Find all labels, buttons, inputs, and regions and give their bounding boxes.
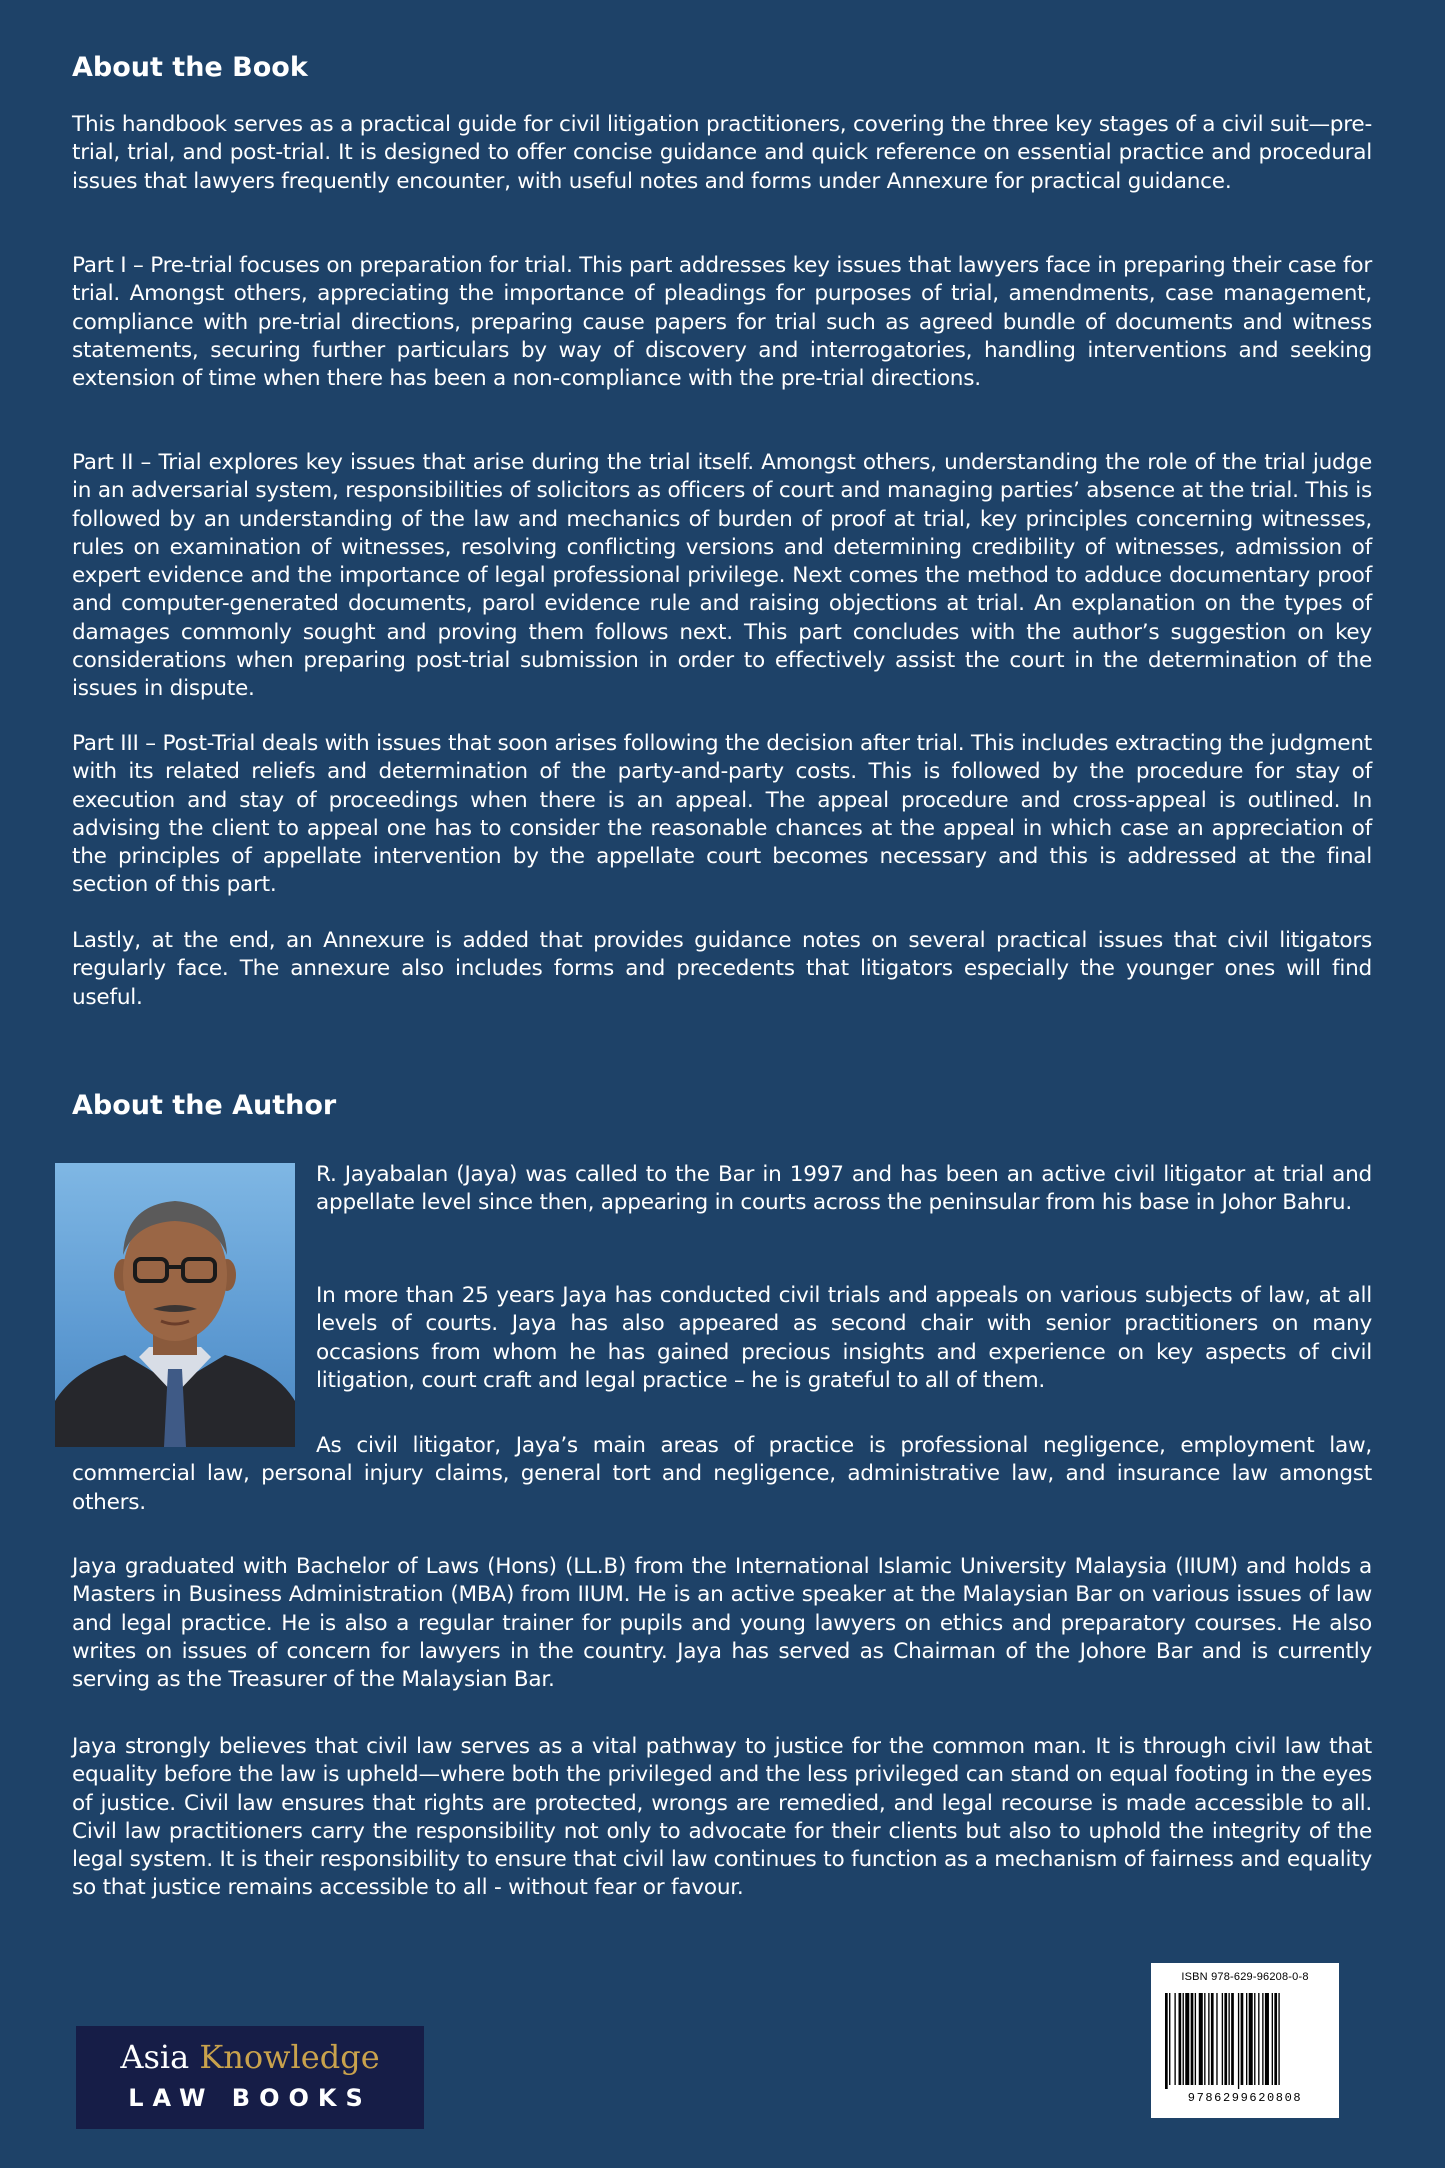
isbn-label: ISBN 978-629-96208-0-8 [1181,1971,1309,1983]
barcode-digits: 9786299620808 [1187,2091,1303,2105]
barcode-bar [1211,1993,1214,2085]
barcode-bar [1191,1993,1194,2085]
publisher-name-part1: Asia [120,2038,190,2076]
about-book-heading: About the Book [72,52,308,83]
about-book-paragraph-4: Part III – Post-Trial deals with issues that soon arises following the decision after trial. This includes extracting the judgment with its related reliefs and determination of the party-and-party costs. This is followed by the procedure for stay of execution and stay of proceedings when there is an appeal. The appeal procedure and cross-appeal is outlined. In advising the client to appeal one has to consider the reasonable chances at the appeal in which case an appreciation of the principles of appellate intervention by the appellate court becomes necessary and this is addressed at the final section of this part. [72,731,1372,898]
about-author-paragraph-1: R. Jayabalan (Jaya) was called to the Bar in 1997 and has been an active civil litigator at trial and appellate level since then, appearing in courts across the peninsular from his base in Johor Bahru. [316,1162,1372,1216]
publisher-logo [76,2026,424,2129]
barcode-bar [1216,1993,1217,2085]
publisher-name [76,2038,424,2076]
isbn-barcode-box [1151,1963,1339,2118]
about-author-heading: About the Author [72,1090,337,1121]
barcode-bar [1224,1993,1227,2085]
barcode-icon [1163,1993,1327,2089]
author-portrait-icon [55,1163,295,1447]
barcode-bar [1238,1993,1239,2089]
about-book-paragraph-5: Lastly, at the end, an Annexure is added that provides guidance notes on several practical issues that civil litigators regularly face. The annexure also includes forms and precedents that litigators especially the younger ones will find useful. [72,928,1372,1010]
about-author-paragraph-5: Jaya strongly believes that civil law serves as a vital pathway to justice for the common man. It is through civil law that equality before the law is upheld—where both the privileged and the less privileged can stand on equal footing in the eyes of justice. Civil law ensures that rights are protected, wrongs are remedied, and legal recourse is made accessible to all. Civil law practitioners carry the responsibility not only to advocate for their clients but also to uphold the integrity of the legal system. It is their responsibility to ensure that civil law continues to function as a mechanism of fairness and equality so that justice remains accessible to all - without fear or favour. [72,1734,1372,1901]
barcode-bar [1228,1993,1229,2085]
barcode-bar [1246,1993,1247,2085]
barcode-bar [1265,1993,1269,2085]
barcode-bar [1272,1993,1273,2085]
about-book-paragraph-1: This handbook serves as a practical guide for civil litigation practitioners, covering the three key stages of a civil suit—pre-trial, trial, and post-trial. It is designed to offer concise guidance and quick reference on essential practice and procedural issues that lawyers frequently encounter, with useful notes and forms under Annexure for practical guidance. [72,112,1372,194]
barcode-bar [1278,1993,1279,2085]
barcode-bar [1222,1993,1223,2085]
barcode-bar [1204,1993,1205,2085]
publisher-subtitle: LAW BOOKS [128,2084,372,2112]
barcode-bar [1258,1993,1259,2085]
barcode-bar [1249,1993,1253,2085]
barcode-bar [1174,1993,1175,2085]
barcode-bar [1208,1993,1209,2085]
barcode-bar [1231,1993,1234,2085]
barcode-bar [1185,1993,1189,2085]
about-author-paragraph-4: Jaya graduated with Bachelor of Laws (Hons) (LL.B) from the International Islamic University Malaysia (IIUM) and holds a Masters in Business Administration (MBA) from IIUM. He is an active speaker at the Malaysian Bar on various issues of law and legal practice. He is also a regular trainer for pupils and young lawyers on ethics and preparatory courses. He also writes on issues of concern for lawyers in the country. Jaya has served as Chairman of the Johore Bar and is currently serving as the Treasurer of the Malaysian Bar. [72,1554,1372,1693]
about-book-paragraph-2: Part I – Pre-trial focuses on preparation for trial. This part addresses key issues that lawyers face in preparing their case for trial. Amongst others, appreciating the importance of pleadings for purposes of trial, amendments, case management, compliance with pre-trial directions, preparing cause papers for trial such as agreed bundle of documents and witness statements, securing further particulars by way of discovery and interrogatories, handling interventions and seeking extension of time when there has been a non-compliance with the pre-trial directions. [72,253,1372,392]
barcode-bar [1241,1993,1244,2085]
about-author-paragraph-2: In more than 25 years Jaya has conducted civil trials and appeals on various subjects of law, at all levels of courts. Jaya has also appeared as second chair with senior practitioners on many occasions from whom he has gained precious insights and experience on key aspects of civil litigation, court craft and legal practice – he is grateful to all of them. [316,1283,1372,1393]
publisher-name-part2: Knowledge [199,2038,380,2076]
about-book-paragraph-3: Part II – Trial explores key issues that arise during the trial itself. Amongst others, understanding the role of the trial judge in an adversarial system, responsibilities of solicitors as officers of court and managing parties’ absence at the trial. This is followed by an understanding of the law and mechanics of burden of proof at trial, key principles concerning witnesses, rules on examination of witnesses, resolving conflicting versions and determining credibility of witnesses, admission of expert evidence and the importance of legal professional privilege. Next comes the method to adduce documentary proof and computer-generated documents, parol evidence rule and raising objections at trial. An explanation on the types of damages commonly sought and proving them follows next. This part concludes with the author’s suggestion on key considerations when preparing post-trial submission in order to effectively assist the court in the determination of the issues in dispute. [72,450,1372,702]
barcode-bar [1179,1993,1182,2085]
barcode-bar [1262,1993,1263,2085]
barcode-bar [1274,1993,1277,2085]
barcode-bar [1199,1993,1203,2085]
barcode-bar [1254,1993,1255,2085]
barcode-bar [1169,1993,1170,2085]
barcode-bar [1195,1993,1196,2085]
about-author-paragraph-3: As civil litigator, Jaya’s main areas of practice is professional negligence, employment law, commercial law, personal injury claims, general tort and negligence, administrative law, and insurance law amongst others. [72,1433,1372,1515]
barcode-bar [1165,1993,1168,2089]
barcode-bar [1183,1993,1184,2085]
